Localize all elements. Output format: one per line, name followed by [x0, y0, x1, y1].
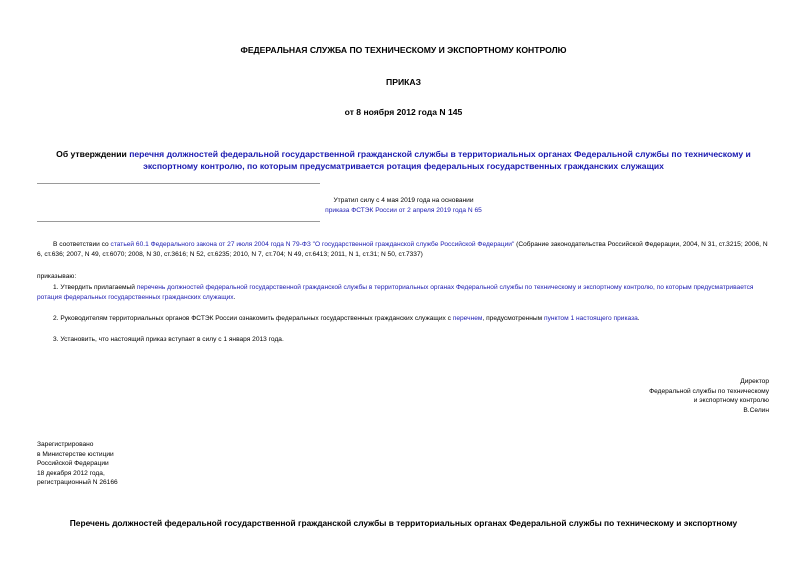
preamble-prefix: В соответствии со: [53, 241, 111, 248]
item2-link-clause[interactable]: пунктом 1 настоящего приказа: [544, 315, 638, 322]
registration-line-1: Зарегистрировано: [37, 441, 94, 448]
registration-line-2: в Министерстве юстиции: [37, 450, 114, 458]
order-item-2: [37, 314, 772, 324]
doc-type-heading: ПРИКАЗ: [386, 77, 421, 87]
signature-name: В.Селин: [743, 406, 769, 414]
order-word: приказываю:: [37, 273, 77, 280]
preamble: [37, 240, 772, 259]
list-heading: Перечень должностей федеральной государственной гражданской службы в территориальных органах Федеральной службы по техническому и экспортному: [69, 518, 738, 528]
status-note: [0, 196, 807, 215]
divider-bottom: [37, 221, 320, 222]
signature-org-2: и экспортному контролю: [693, 397, 769, 404]
agency-heading: ФЕДЕРАЛЬНАЯ СЛУЖБА ПО ТЕХНИЧЕСКОМУ И ЭКСПОРТНОМУ КОНТРОЛЮ: [240, 45, 567, 55]
item1-suffix: .: [233, 293, 236, 301]
title-prefix: Об утверждении: [56, 149, 130, 159]
item1-link[interactable]: перечень должностей федеральной государственной гражданской службы в территориальных органах Федеральной службы по техническому и экспортному контролю, по которым предусматривается ротация федеральных государственных гражданских служащих: [37, 284, 754, 301]
order-item-1: [37, 283, 772, 302]
item2-mid: , предусмотренным: [482, 315, 545, 322]
registration-block: [37, 440, 118, 488]
item1-prefix: 1. Утвердить прилагаемый: [53, 284, 137, 291]
document-title: [40, 148, 767, 172]
doc-date-number: от 8 ноября 2012 года N 145: [344, 107, 463, 117]
item2-prefix: 2. Руководителям территориальных органов ФСТЭК России ознакомить федеральных государственных гражданских служащих с: [53, 315, 453, 322]
registration-line-3: Российской Федерации: [37, 460, 109, 467]
divider-top: [37, 183, 320, 184]
status-link[interactable]: приказа ФСТЭК России от 2 апреля 2019 года N 65: [325, 206, 482, 214]
item2-link-list[interactable]: перечнем: [452, 315, 483, 322]
registration-line-4: 18 декабря 2012 года,: [37, 469, 105, 477]
signature-org-1: Федеральной службы по техническому: [649, 387, 769, 395]
status-line: Утратил силу с 4 мая 2019 года на основании: [333, 197, 474, 204]
preamble-suffix: (Собрание законодательства Российской Федерации, 2004, N 31, ст.3215; 2006, N 6, ст.636; 2007, N 49, ст.6070; 2008, N 30, ст.3616; N 52, ст.6235; 2010, N 7, ст.704; N 49, ст.6413; 2011, N 1, ст.31; N 50, ст.7337): [37, 241, 768, 258]
title-link[interactable]: перечня должностей федеральной государственной гражданской службы в территориальных органах Федеральной службы по техническому и экспортному контролю, по которым предусматривается ротация федеральных государственных гражданских служащих: [129, 149, 751, 171]
signature-block: [649, 377, 769, 415]
order-item-3: 3. Установить, что настоящий приказ вступает в силу с 1 января 2013 года.: [53, 336, 284, 343]
registration-line-5: регистрационный N 26166: [37, 479, 118, 486]
item2-suffix: .: [637, 315, 640, 322]
signature-title: Директор: [740, 378, 769, 385]
preamble-link[interactable]: статьей 60.1 Федерального закона от 27 июля 2004 года N 79-ФЗ "О государственной гражданской службе Российской Федерации": [110, 241, 515, 248]
